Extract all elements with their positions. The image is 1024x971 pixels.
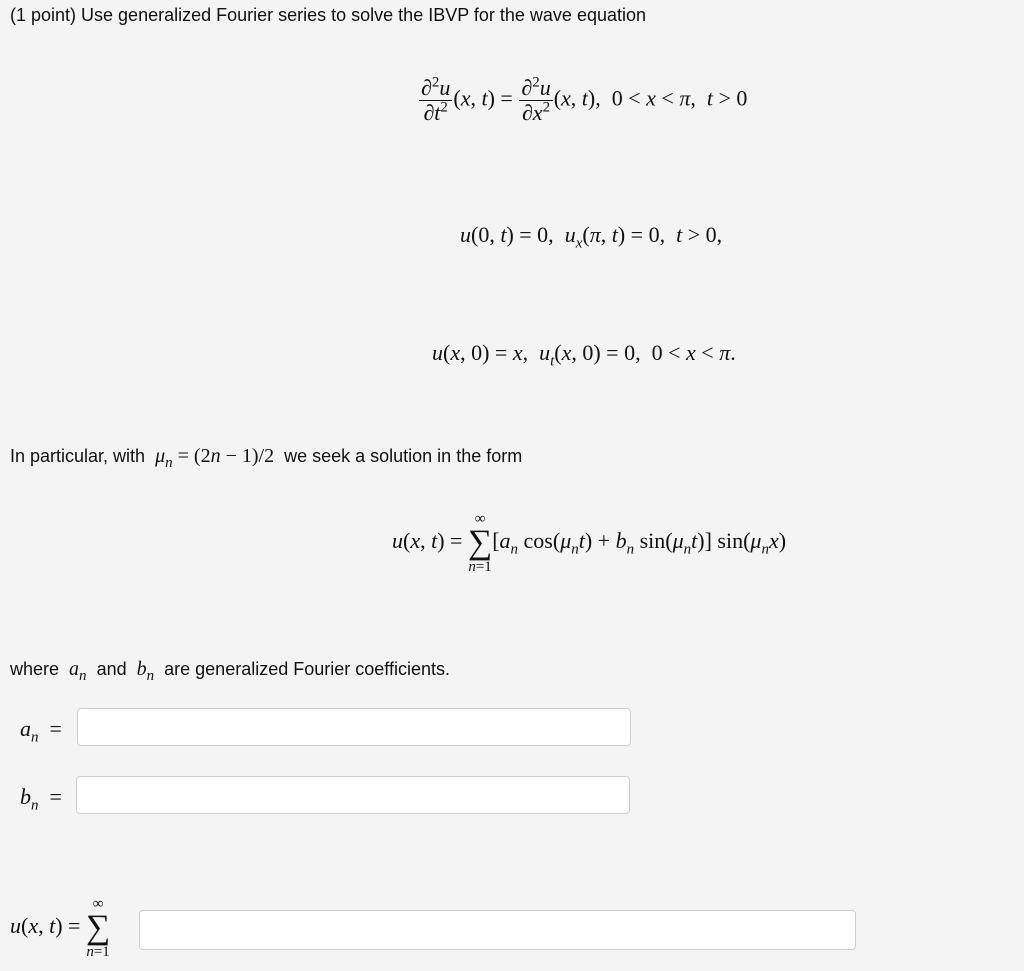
particular-prefix: In particular, with	[10, 446, 146, 466]
b-n-label: $b_n$ =	[20, 784, 62, 814]
where-b: $b_n$	[136, 658, 155, 684]
where-and: and	[96, 659, 127, 679]
series-form: u(x, t) = ∞ ∑ n=1 [$a_n$ $\cos(\mu_nt) + b_n$ $\sin(\mu_nt)$] $\sin(\mu_nx)$	[392, 511, 787, 575]
sum-symbol: ∞ ∑ n=1	[467, 511, 493, 575]
b-n-input[interactable]	[76, 776, 630, 814]
problem-intro: (1 point) Use generalized Fourier series to solve the IBVP for the wave equation	[10, 5, 647, 25]
particular-line	[10, 443, 522, 469]
where-prefix: where	[10, 659, 60, 679]
wave-equation: $\frac{\partial^2u}{\partial t^2}$ (x, t) = $\frac{\partial^2u}{\partial x^2}$ (x, t), 0 < x < π, t > 0	[421, 74, 748, 125]
u-input[interactable]	[139, 910, 856, 950]
initial-conditions: u(x, 0) = x, $u_t(x$, 0) = 0, 0 < x < π.	[432, 340, 736, 370]
where-suffix: are generalized Fourier coefficients.	[164, 659, 450, 679]
a-n-label: $a_n$ =	[20, 716, 62, 746]
a-n-input[interactable]	[77, 708, 631, 746]
boundary-conditions: u(0, t) = 0, $u_x(\pi$, t) = 0, t > 0,	[460, 222, 723, 252]
where-line	[10, 656, 450, 682]
where-a: $a_n$	[69, 658, 87, 684]
sum-symbol-answer: ∞ ∑ n=1	[85, 896, 111, 960]
u-label: u(x, t) = ∞ ∑ n=1	[10, 896, 111, 960]
particular-suffix: we seek a solution in the form	[284, 446, 523, 466]
mu-definition: $\mu_n = (2n - 1)/2$	[155, 445, 280, 471]
